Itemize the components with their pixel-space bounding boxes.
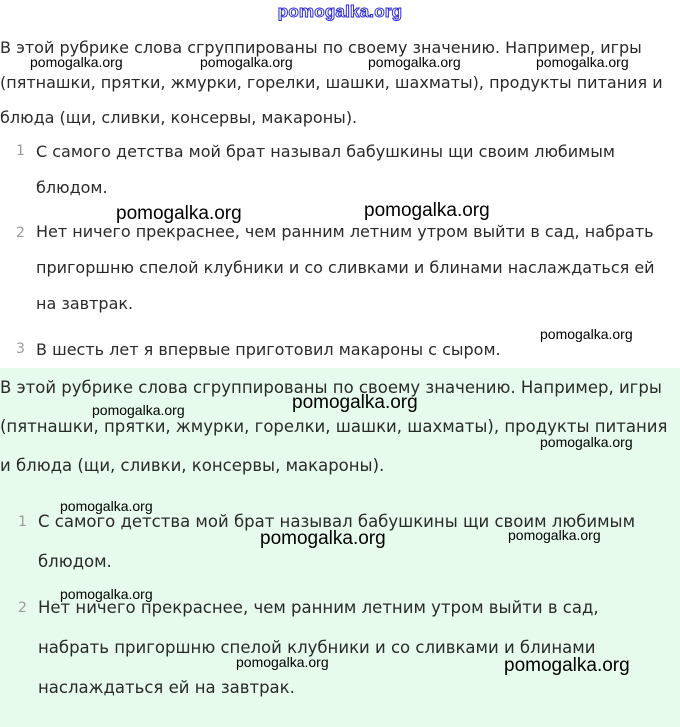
watermark: pomogalka.org (364, 200, 490, 221)
watermark: pomogalka.org (92, 402, 185, 418)
watermark: pomogalka.org (540, 326, 633, 342)
watermark: pomogalka.org (536, 54, 629, 70)
item-text: В шесть лет я впервые приготовил макароны с сыром. (36, 340, 501, 359)
watermark: pomogalka.org (508, 527, 601, 543)
intro-paragraph: В этой рубрике слова сгруппированы по своему значению. Например, игры (пятнашки, прятки, жмурки, горелки, шашки, шахматы), продукты питания и блюда (щи, сливки, консервы, макароны). (0, 38, 663, 127)
top-watermark: pomogalka.org (277, 2, 403, 21)
watermark: pomogalka.org (368, 54, 461, 70)
item-text: С самого детства мой брат называл бабушкины щи своим любимым блюдом. (38, 512, 636, 571)
plain-section (0, 30, 680, 368)
intro-paragraph: В этой рубрике слова сгруппированы по своему значению. Например, игры (пятнашки, прятки, жмурки, горелки, шашки, шахматы), продукты питания и блюда (щи, сливки, консервы, макароны). (0, 378, 668, 475)
watermark: pomogalka.org (30, 54, 123, 70)
watermark: pomogalka.org (60, 498, 153, 514)
watermark: pomogalka.org (236, 654, 329, 670)
item-number: 1 (16, 143, 25, 159)
watermark: pomogalka.org (504, 655, 630, 676)
watermark: pomogalka.org (260, 528, 386, 549)
item-number: 1 (18, 514, 27, 530)
watermark: pomogalka.org (116, 203, 242, 224)
watermark: pomogalka.org (540, 434, 633, 450)
item-text: Нет ничего прекраснее, чем ранним летним утром выйти в сад, набрать пригоршню спелой клубники и со сливками и блинами наслаждаться ей на завтрак. (36, 222, 655, 313)
item-number: 2 (18, 600, 27, 616)
item-number: 2 (16, 225, 25, 241)
item-number: 3 (16, 341, 25, 357)
item-text: С самого детства мой брат называл бабушкины щи своим любимым блюдом. (36, 142, 615, 197)
watermark: pomogalka.org (60, 586, 153, 602)
watermark: pomogalka.org (200, 54, 293, 70)
watermark: pomogalka.org (292, 392, 418, 413)
item-text: Нет ничего прекраснее, чем ранним летним утром выйти в сад, набрать пригоршню спелой клубники и со сливками и блинами наслаждаться ей на завтрак. (38, 598, 599, 697)
